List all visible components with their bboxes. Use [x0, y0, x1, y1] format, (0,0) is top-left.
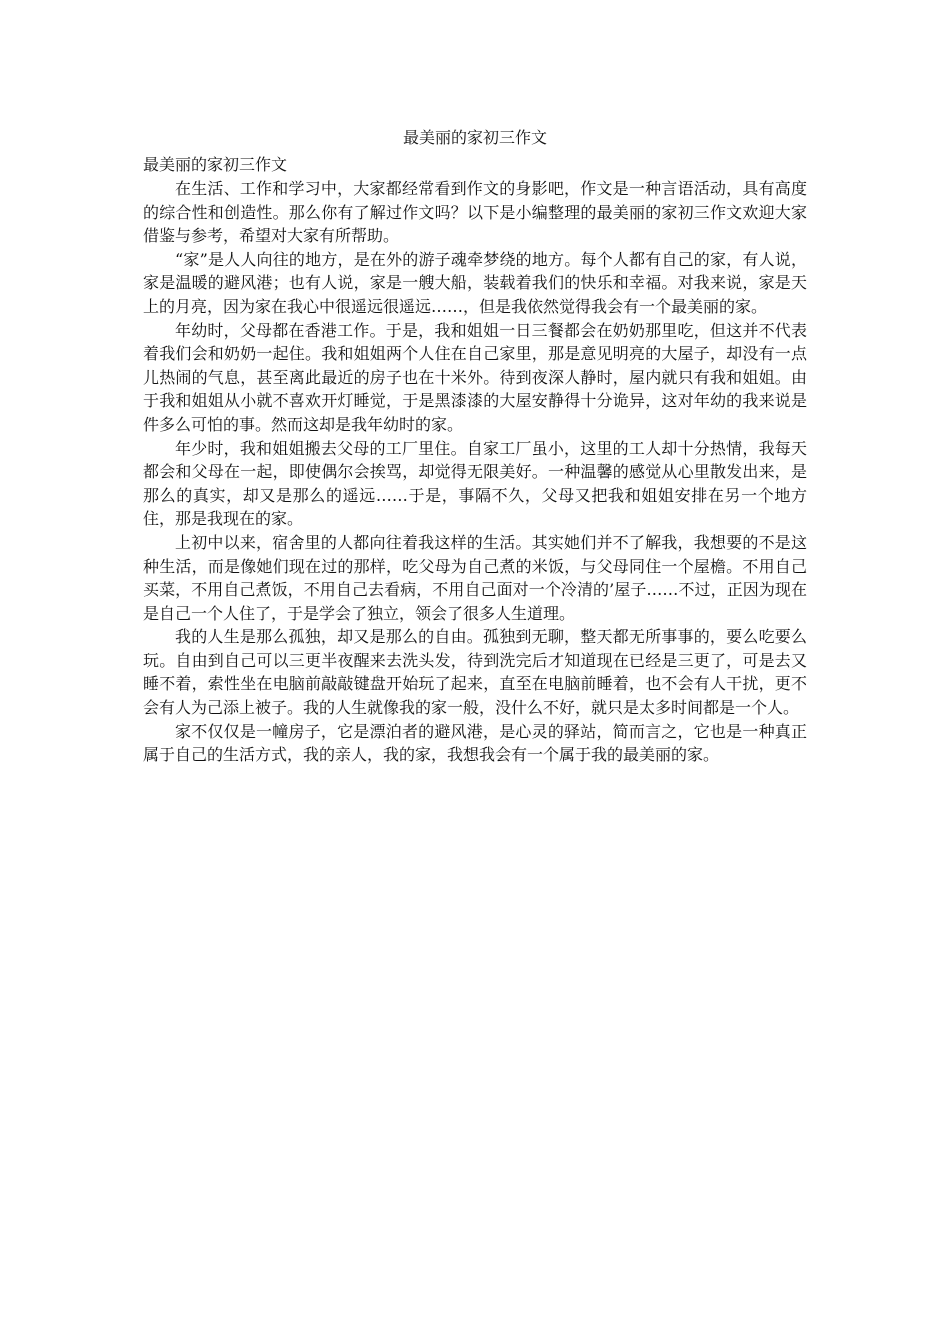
paragraph-middle-school: 上初中以来，宿舍里的人都向往着我这样的生活。其实她们并不了解我，我想要的不是这种生活，而是像她们现在过的那样，吃父母为自己煮的米饭，与父母同住一个屋檐。不用自己买菜，不用自己煮饭，不用自己去看病，不用自己面对一个冷清的’屋子……不过，正因为现在是自己一个人住了，于是学会了独立，领会了很多人生道理。 [143, 532, 807, 623]
paragraph-conclusion: 家不仅仅是一幢房子，它是漂泊者的避风港，是心灵的驿站，简而言之，它也是一种真正属于自己的生活方式，我的亲人，我的家，我想我会有一个属于我的最美丽的家。 [143, 721, 807, 765]
paragraph-childhood: 年幼时，父母都在香港工作。于是，我和姐姐一日三餐都会在奶奶那里吃，但这并不代表着我们会和奶奶一起住。我和姐姐两个人住在自己家里，那是意见明亮的大屋子，却没有一点儿热闹的气息，甚至离此最近的房子也在十米外。待到夜深人静时，屋内就只有我和姐姐。由于我和姐姐从小就不喜欢开灯睡觉，于是黑漆漆的大屋安静得十分诡异，这对年幼的我来说是件多么可怕的事。然而这却是我年幼时的家。 [143, 320, 807, 434]
document-title: 最美丽的家初三作文 [402, 128, 547, 147]
paragraph-home-meaning: “家”是人人向往的地方，是在外的游子魂牵梦绕的地方。每个人都有自己的家，有人说，家是温暖的避风港；也有人说，家是一艘大船，装载着我们的快乐和幸福。对我来说，家是天上的月亮，因为家在我心中很遥远很遥远……，但是我依然觉得我会有一个最美丽的家。 [143, 249, 807, 316]
paragraph-youth: 年少时，我和姐姐搬去父母的工厂里住。自家工厂虽小，这里的工人却十分热情，我每天都会和父母在一起，即使偶尔会挨骂，却觉得无限美好。一种温馨的感觉从心里散发出来，是那么的真实，却又是那么的遥远……于是，事隔不久，父母又把我和姐姐安排在另一个地方住，那是我现在的家。 [143, 438, 807, 529]
document-subtitle: 最美丽的家初三作文 [143, 155, 288, 174]
document-body [143, 126, 807, 767]
paragraph-intro: 在生活、工作和学习中，大家都经常看到作文的身影吧，作文是一种言语活动，具有高度的综合性和创造性。那么你有了解过作文吗？以下是小编整理的最美丽的家初三作文欢迎大家借鉴与参考，希望对大家有所帮助。 [143, 179, 807, 246]
paragraph-solitude: 我的人生是那么孤独，却又是那么的自由。孤独到无聊，整天都无所事事的，要么吃要么玩。自由到自己可以三更半夜醒来去洗头发，待到洗完后才知道现在已经是三更了，可是去又睡不着，索性坐在电脑前敲敲键盘开始玩了起来，直至在电脑前睡着，也不会有人干扰，更不会有人为己添上被子。我的人生就像我的家一般，没什么不好，就只是太多时间都是一个人。 [143, 627, 807, 718]
